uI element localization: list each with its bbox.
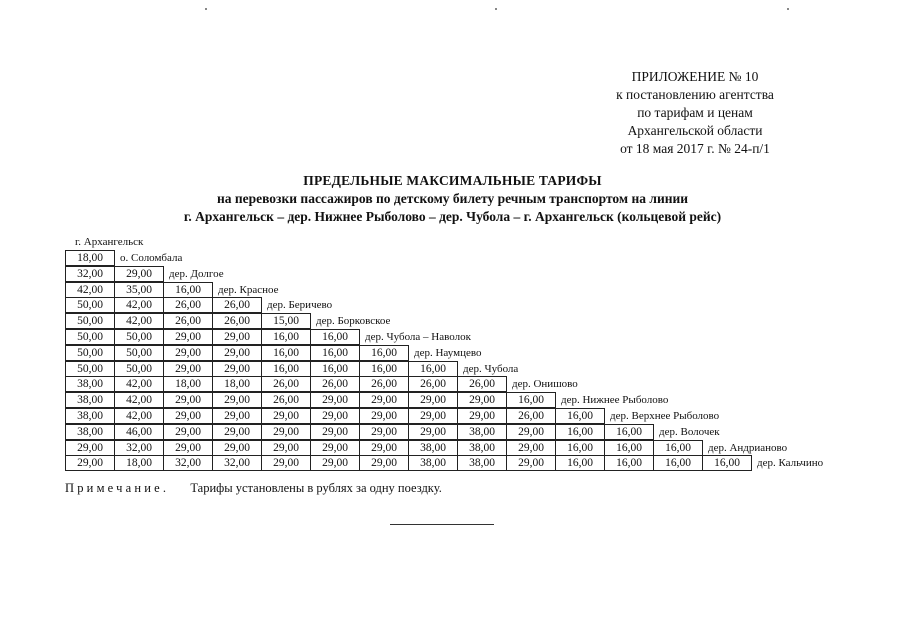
fare-cell: 29,00 — [457, 392, 507, 408]
note-text: Тарифы установлены в рублях за одну поездку. — [190, 481, 442, 495]
fare-cell: 16,00 — [310, 361, 360, 377]
stop-name: дер. Красное — [218, 283, 279, 296]
fare-cell: 26,00 — [359, 376, 409, 392]
fare-cell: 16,00 — [653, 440, 703, 456]
fare-cell: 38,00 — [408, 455, 458, 471]
fare-cell: 29,00 — [310, 440, 360, 456]
appendix-line: по тарифам и ценам — [637, 105, 753, 120]
scan-speck — [495, 8, 497, 10]
fare-row — [65, 424, 720, 440]
fare-cell: 18,00 — [163, 376, 213, 392]
stop-name: дер. Чубола – Наволок — [365, 331, 471, 343]
fare-cell: 29,00 — [506, 440, 556, 456]
fare-cell: 16,00 — [261, 361, 311, 377]
fare-cell: 50,00 — [65, 297, 115, 313]
fare-cell: 29,00 — [310, 392, 360, 408]
fare-row — [65, 329, 471, 345]
stop-name: дер. Андрианово — [708, 441, 788, 454]
fare-cell: 16,00 — [261, 329, 311, 345]
stop-name: дер. Борковское — [316, 315, 391, 328]
fare-row — [65, 440, 787, 456]
stop-name: дер. Нижнее Рыболово — [561, 394, 669, 407]
fare-cell: 29,00 — [212, 329, 262, 345]
note — [65, 480, 442, 496]
closing-divider — [390, 524, 494, 525]
fare-cell: 29,00 — [359, 392, 409, 408]
fare-cell: 38,00 — [65, 408, 115, 424]
fare-cell: 16,00 — [310, 329, 360, 345]
fare-row — [65, 376, 578, 392]
stop-name: дер. Верхнее Рыболово — [610, 410, 720, 422]
fare-cell: 26,00 — [163, 297, 213, 313]
fare-cell: 38,00 — [457, 455, 507, 471]
fare-cell: 16,00 — [261, 345, 311, 361]
fare-cell: 42,00 — [114, 313, 164, 329]
fare-cell: 29,00 — [212, 424, 262, 440]
fare-cell: 29,00 — [408, 392, 458, 408]
fare-cell: 29,00 — [212, 440, 262, 456]
fare-cell: 16,00 — [555, 408, 605, 424]
fare-cell: 26,00 — [212, 313, 262, 329]
fare-cell: 16,00 — [604, 424, 654, 440]
fare-cell: 16,00 — [408, 361, 458, 377]
stop-name: дер. Чубола — [463, 362, 519, 375]
fare-cell: 32,00 — [212, 455, 262, 471]
appendix-line: к постановлению агентства — [616, 87, 774, 102]
fare-cell: 18,00 — [212, 376, 262, 392]
fare-cell: 50,00 — [65, 361, 115, 377]
scan-speck — [205, 8, 207, 10]
fare-cell: 29,00 — [163, 361, 213, 377]
fare-cell: 42,00 — [65, 282, 115, 298]
fare-row — [65, 345, 481, 361]
fare-cell: 26,00 — [163, 313, 213, 329]
fare-cell: 38,00 — [65, 376, 115, 392]
fare-cell: 26,00 — [408, 376, 458, 392]
fare-cell: 16,00 — [359, 361, 409, 377]
fare-cell: 29,00 — [163, 440, 213, 456]
fare-row — [65, 455, 823, 471]
fare-cell: 29,00 — [359, 424, 409, 440]
fare-cell: 38,00 — [457, 424, 507, 440]
fare-cell: 50,00 — [114, 345, 164, 361]
fare-cell: 42,00 — [114, 408, 164, 424]
fare-cell: 29,00 — [506, 424, 556, 440]
fare-cell: 29,00 — [163, 329, 213, 345]
fare-cell: 42,00 — [114, 376, 164, 392]
route-description: г. Архангельск – дер. Нижнее Рыболово – дер. Чубола – г. Архангельск (кольцевой рейс) — [183, 209, 722, 224]
fare-row — [65, 282, 278, 298]
fare-cell: 16,00 — [359, 345, 409, 361]
note-label: Примечание. — [65, 481, 170, 495]
fare-cell: 29,00 — [408, 424, 458, 440]
fare-cell: 16,00 — [555, 440, 605, 456]
fare-row — [65, 392, 668, 408]
fare-cell: 50,00 — [114, 361, 164, 377]
appendix-line: Архангельской области — [627, 123, 763, 138]
fare-cell: 50,00 — [65, 329, 115, 345]
fare-cell: 16,00 — [555, 424, 605, 440]
fare-cell: 29,00 — [114, 266, 164, 282]
fare-cell: 50,00 — [65, 313, 115, 329]
fare-cell: 16,00 — [702, 455, 752, 471]
fare-cell: 16,00 — [163, 282, 213, 298]
fare-row — [65, 250, 182, 266]
document-heading — [0, 172, 905, 226]
fare-row — [65, 297, 332, 313]
fare-cell: 29,00 — [506, 455, 556, 471]
stop-name: дер. Онишово — [512, 378, 578, 391]
fare-cell: 29,00 — [65, 440, 115, 456]
fare-cell: 29,00 — [212, 408, 262, 424]
fare-cell: 29,00 — [163, 345, 213, 361]
fare-cell: 16,00 — [653, 455, 703, 471]
fare-cell: 26,00 — [506, 408, 556, 424]
origin-stop-label: г. Архангельск — [75, 236, 144, 248]
fare-cell: 50,00 — [65, 345, 115, 361]
fare-cell: 16,00 — [506, 392, 556, 408]
fare-cell: 29,00 — [359, 440, 409, 456]
fare-cell: 18,00 — [114, 455, 164, 471]
fare-cell: 29,00 — [408, 408, 458, 424]
fare-cell: 26,00 — [310, 376, 360, 392]
document-subtitle: на перевозки пассажиров по детскому билету речным транспортом на линии — [216, 191, 689, 206]
fare-cell: 29,00 — [261, 408, 311, 424]
fare-cell: 29,00 — [359, 455, 409, 471]
fare-cell: 16,00 — [310, 345, 360, 361]
fare-cell: 15,00 — [261, 313, 311, 329]
stop-name: дер. Беричево — [267, 299, 333, 312]
fare-cell: 38,00 — [65, 424, 115, 440]
appendix-line: от 18 мая 2017 г. № 24-п/1 — [620, 141, 770, 156]
fare-cell: 16,00 — [555, 455, 605, 471]
stop-name: дер. Волочек — [659, 425, 720, 438]
fare-cell: 29,00 — [163, 424, 213, 440]
fare-cell: 38,00 — [65, 392, 115, 408]
document-title: ПРЕДЕЛЬНЫЕ МАКСИМАЛЬНЫЕ ТАРИФЫ — [303, 173, 602, 188]
fare-cell: 50,00 — [114, 329, 164, 345]
scan-speck — [787, 8, 789, 10]
fare-row — [65, 408, 719, 424]
fare-cell: 26,00 — [261, 392, 311, 408]
fare-cell: 26,00 — [212, 297, 262, 313]
fare-cell: 38,00 — [408, 440, 458, 456]
appendix-title: ПРИЛОЖЕНИЕ № 10 — [631, 69, 759, 84]
fare-cell: 42,00 — [114, 392, 164, 408]
fare-cell: 29,00 — [310, 455, 360, 471]
fare-cell: 32,00 — [163, 455, 213, 471]
fare-cell: 29,00 — [310, 424, 360, 440]
fare-cell: 29,00 — [261, 440, 311, 456]
fare-cell: 16,00 — [604, 440, 654, 456]
fare-cell: 29,00 — [163, 408, 213, 424]
fare-cell: 29,00 — [163, 392, 213, 408]
fare-cell: 18,00 — [65, 250, 115, 266]
fare-cell: 26,00 — [457, 376, 507, 392]
fare-cell: 29,00 — [261, 455, 311, 471]
fare-cell: 46,00 — [114, 424, 164, 440]
stop-name: дер. Наумцево — [414, 346, 482, 359]
fare-cell: 29,00 — [212, 345, 262, 361]
fare-cell: 29,00 — [457, 408, 507, 424]
fare-cell: 32,00 — [114, 440, 164, 456]
fare-cell: 16,00 — [604, 455, 654, 471]
fare-row — [65, 313, 390, 329]
fare-cell: 29,00 — [65, 455, 115, 471]
fare-cell: 42,00 — [114, 297, 164, 313]
stop-name: дер. Кальчино — [757, 457, 824, 470]
fare-cell: 38,00 — [457, 440, 507, 456]
fare-cell: 29,00 — [310, 408, 360, 424]
fare-cell: 29,00 — [261, 424, 311, 440]
fare-cell: 32,00 — [65, 266, 115, 282]
fare-cell: 29,00 — [212, 392, 262, 408]
appendix-block — [575, 68, 815, 158]
fare-row — [65, 266, 224, 282]
fare-cell: 29,00 — [359, 408, 409, 424]
fare-cell: 26,00 — [261, 376, 311, 392]
fare-cell: 35,00 — [114, 282, 164, 298]
fare-row — [65, 361, 518, 377]
stop-name: о. Соломбала — [120, 252, 183, 264]
stop-name: дер. Долгое — [169, 267, 224, 280]
fare-cell: 29,00 — [212, 361, 262, 377]
